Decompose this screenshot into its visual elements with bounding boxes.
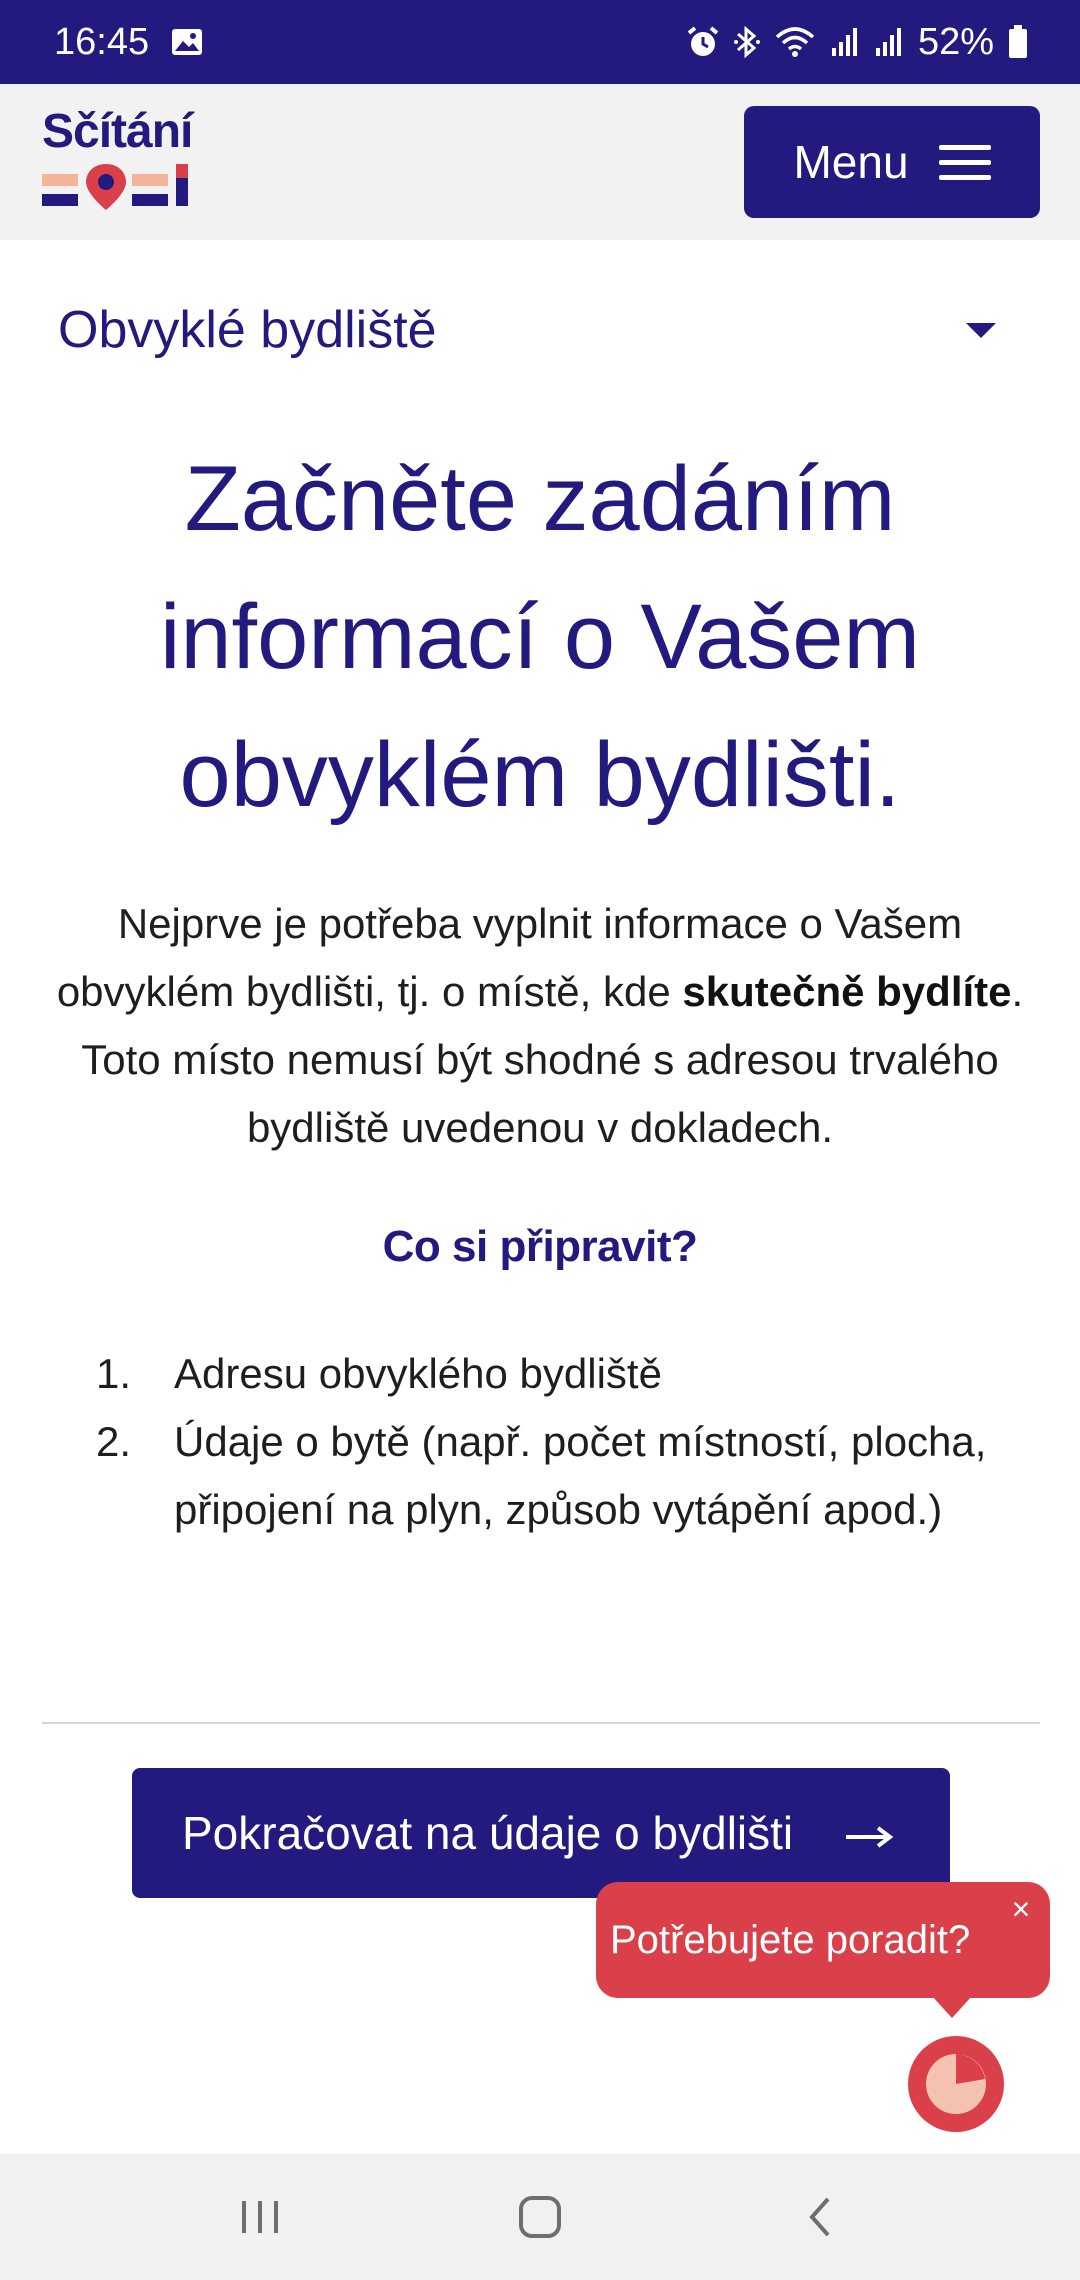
hamburger-icon: [939, 145, 991, 180]
menu-button[interactable]: [744, 106, 1040, 218]
site-header: [0, 84, 1080, 240]
back-icon: [802, 2193, 838, 2241]
status-right: [686, 21, 1028, 64]
image-icon: [171, 28, 203, 56]
caret-down-icon: [966, 323, 996, 338]
section-dropdown[interactable]: [58, 290, 1020, 370]
prep-list: [96, 1340, 1036, 1544]
list-item-number: 1.: [96, 1350, 132, 1397]
prep-heading: Co si připravit?: [382, 1222, 698, 1271]
status-bar: [0, 0, 1080, 84]
chat-launcher-button[interactable]: [908, 2036, 1004, 2132]
logo-text: Sčítání: [42, 105, 193, 158]
home-button[interactable]: [500, 2177, 580, 2257]
page-headline: Začněte zadáním informací o Vašem obvyklém bydlišti.: [159, 448, 921, 826]
help-bubble[interactable]: [596, 1882, 1050, 1998]
chat-icon: [921, 2049, 991, 2119]
logo-year-graphic: [42, 156, 202, 216]
list-item-text: Údaje o bytě (např. počet místností, plocha, připojení na plyn, způsob vytápění apod.): [174, 1418, 987, 1533]
battery-percentage: 52%: [917, 20, 994, 63]
list-item: [96, 1340, 1036, 1408]
intro-text-1: Nejprve je potřeba vyplnit informace o Vašem obvyklém bydlišti, tj. o místě, kde: [56, 900, 963, 1015]
close-icon[interactable]: ×: [1011, 1891, 1031, 1927]
status-time: 16:45: [54, 20, 150, 63]
menu-label: Menu: [793, 136, 909, 188]
scitani-logo[interactable]: [42, 105, 202, 220]
wifi-icon: [774, 25, 816, 59]
system-nav-bar: [0, 2154, 1080, 2280]
list-item-number: 2.: [96, 1418, 132, 1465]
divider: [42, 1722, 1040, 1724]
section-dropdown-label: Obvyklé bydliště: [58, 301, 437, 359]
status-left: [54, 21, 203, 64]
home-icon: [516, 2193, 564, 2241]
signal-icon: [830, 26, 860, 58]
battery-icon: [1008, 25, 1028, 59]
continue-button[interactable]: [132, 1768, 950, 1898]
continue-label: Pokračovat na údaje o bydlišti: [182, 1807, 794, 1859]
recent-apps-icon: [238, 2197, 282, 2237]
logo-year-text: 2021: [42, 214, 45, 215]
intro-text-2: . Toto místo nemusí být shodné s adresou trvalého bydliště uvedenou v dokladech.: [81, 968, 1024, 1151]
intro-paragraph: [40, 890, 1040, 1162]
recent-apps-button[interactable]: [220, 2177, 300, 2257]
help-bubble-text: Potřebujete poradit?: [610, 1917, 971, 1962]
list-item: [96, 1408, 1036, 1544]
back-button[interactable]: [780, 2177, 860, 2257]
signal-icon: [874, 26, 904, 58]
alarm-icon: [686, 25, 720, 59]
intro-bold-text: skutečně bydlíte: [682, 968, 1012, 1015]
list-item-text: Adresu obvyklého bydliště: [174, 1350, 662, 1397]
bluetooth-icon: [734, 24, 760, 60]
arrow-right-icon: [844, 1806, 894, 1860]
